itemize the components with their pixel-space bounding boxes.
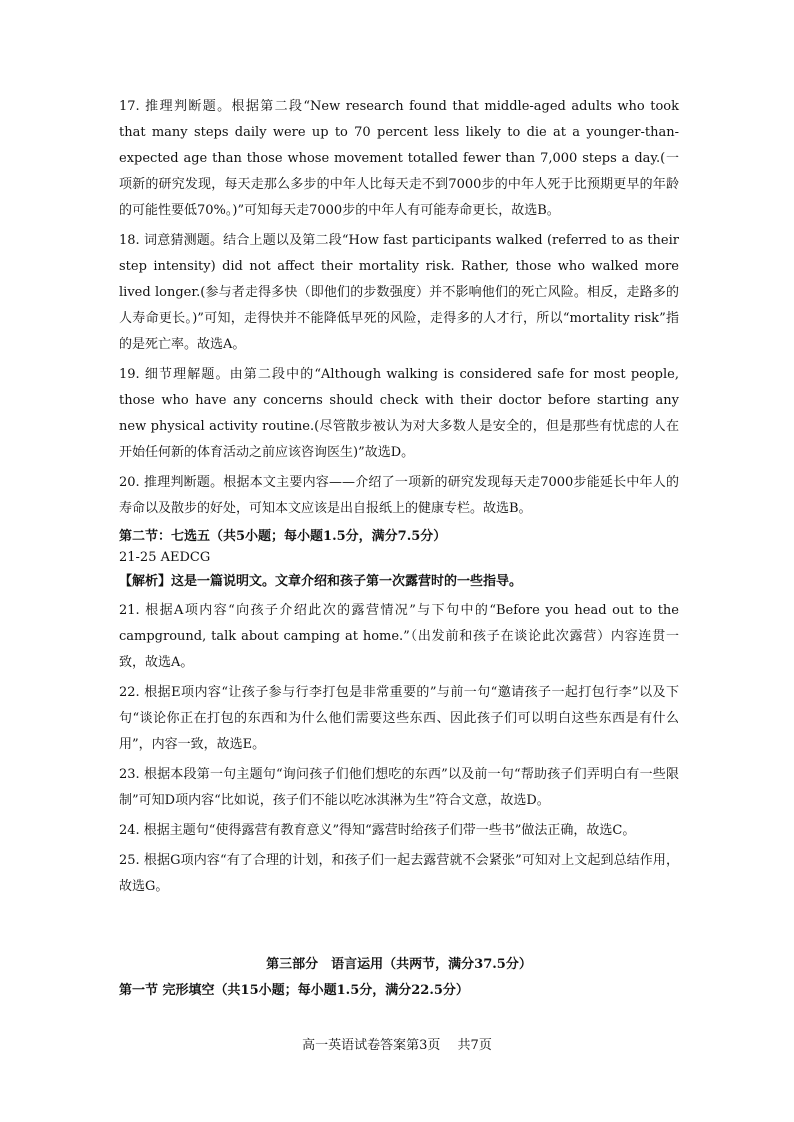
page-footer: 高一英语试卷答案第3页 共7页 — [302, 1038, 492, 1053]
answer-item-18: 18. 词意猜测题。结合上题以及第二段“How fast participants walked (referred to as their step intensity) did not affect their mortality risk. Rather, those who walked more lived longer.(参与者走得多快（即他们的步数强度）并不影响他们的死亡风险。相反，走路多的人寿命更长。)”可知，走得快并不能降低早死的风险，走得多的人才行，所以“mortality risk”指的是死亡率。故选A。 — [119, 233, 679, 352]
answer-item-25: 25. 根据G项内容“有了合理的计划，和孩子们一起去露营就不会紧张”可知对上文起到总结作用，故选G。 — [119, 853, 679, 894]
section2-title: 第二节：七选五（共5小题；每小题1.5分，满分7.5分） — [119, 529, 447, 544]
section2-answers: 21-25 AEDCG — [119, 550, 211, 565]
answer-item-24: 24. 根据主题句“使得露营有教育意义”得知“露营时给孩子们带一些书”做法正确，故选C。 — [119, 823, 636, 838]
part3-title: 第三部分 语言运用（共两节，满分37.5分） — [266, 957, 532, 972]
answer-item-23: 23. 根据本段第一句主题句“询问孩子们他们想吃的东西”以及前一句“帮助孩子们弄明白有一些限制”可知D项内容“比如说，孩子们不能以吃冰淇淋为生”符合文意，故选D。 — [119, 767, 679, 808]
answer-item-21: 21. 根据A项内容“向孩子介绍此次的露营情况”与下句中的“Before you head out to the campground, talk about camping at home.”（出发前和孩子在谈论此次露营）内容连贯一致，故选A。 — [119, 603, 679, 670]
answer-item-19: 19. 细节理解题。由第二段中的“Although walking is considered safe for most people, those who have any concerns should check with their doctor before starting any new physical activity routine.(尽管散步被认为对大多数人是安全的，但是那些有忧虑的人在开始任何新的体育活动之前应该咨询医生)”故选D。 — [119, 367, 679, 460]
page-content — [119, 94, 679, 1004]
answer-item-17: 17. 推理判断题。根据第二段“New research found that middle-aged adults who took that many steps daily were up to 70 percent less likely to die at a younger-than-expected age than those whose movement totalled fewer than 7,000 steps a day.(一项新的研究发现，每天走那么多步的中年人比每天走不到7000步的中年人死于比预期更早的年龄的可能性要低70%。)”可知每天走7000步的中年人有可能寿命更长，故选B。 — [119, 99, 679, 218]
answer-item-20: 20. 推理判断题。根据本文主要内容——介绍了一项新的研究发现每天走7000步能延长中年人的寿命以及散步的好处，可知本文应该是出自报纸上的健康专栏。故选B。 — [119, 475, 679, 516]
part3-section1-title: 第一节 完形填空（共15小题；每小题1.5分，满分22.5分） — [119, 983, 469, 998]
section2-analysis: 【解析】这是一篇说明文。文章介绍和孩子第一次露营时的一些指导。 — [119, 574, 523, 589]
answer-item-22: 22. 根据E项内容“让孩子参与行李打包是非常重要的”与前一句“邀请孩子一起打包行李”以及下句“谈论你正在打包的东西和为什么他们需要这些东西、因此孩子们可以明白这些东西是有什么用”，内容一致，故选E。 — [119, 685, 679, 752]
